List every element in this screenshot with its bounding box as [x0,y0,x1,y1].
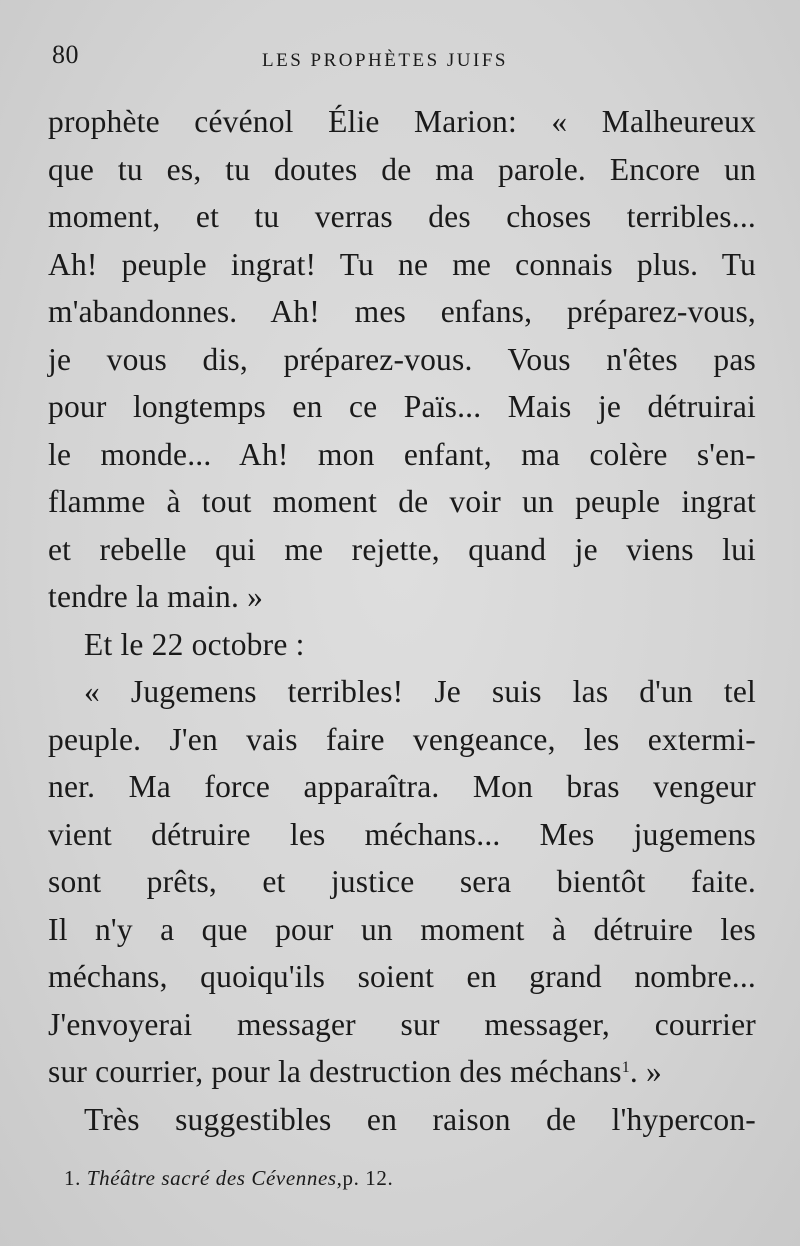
text-line: tendre la main. » [48,579,264,614]
text-line: « Jugemens terribles! Je suis las d'un tel [84,674,756,709]
text-line: le monde... Ah! mon enfant, ma colère s'en- [48,436,756,472]
page-number: 80 [52,40,79,69]
text-line: méchans, quoiqu'ils soient en grand nombre... [48,959,756,994]
text-line: ner. Ma force apparaîtra. Mon bras vengeur [48,769,756,804]
text-line: peuple. J'en vais faire vengeance, les extermi- [48,721,756,757]
footnote-page-ref: ,p. 12. [336,1166,394,1190]
text-line: J'envoyerai messager sur messager, courrier [48,1006,756,1042]
text-line: flamme à tout moment de voir un peuple ingrat [48,484,756,519]
text-line: Très suggestibles en raison de l'hypercon- [84,1101,756,1137]
footnote-reference[interactable]: 1 [621,1059,630,1076]
text-line: moment, et tu verras des choses terribles... [48,199,756,234]
text-line: Et le 22 octobre : [84,626,305,662]
text-line: vient détruire les méchans... Mes jugemens [48,816,756,852]
text-line: sont prêts, et justice sera bientôt faite. [48,864,756,899]
text-line: et rebelle qui me rejette, quand je viens lui [48,531,756,567]
text-line: prophète cévénol Élie Marion: « Malheureux [48,104,756,139]
page-header [52,40,752,80]
quote-close: . » [629,1054,662,1089]
footnote [64,1166,393,1191]
text-line-content: sur courrier, pour la destruction des méchans [48,1054,622,1089]
text-line: que tu es, tu doutes de ma parole. Encore un [48,151,756,187]
text-line: pour longtemps en ce Païs... Mais je détruirai [48,389,756,424]
footnote-number: 1. [64,1166,81,1190]
body-text [48,98,756,1143]
text-line: m'abandonnes. Ah! mes enfans, préparez-vous, [48,294,756,329]
running-title: LES PROPHÈTES JUIFS [262,50,508,71]
footnote-title: Théâtre sacré des Cévennes [86,1166,337,1190]
text-line-with-footnote [48,1048,756,1096]
text-line: je vous dis, préparez-vous. Vous n'êtes pas [48,341,756,377]
text-line: Ah! peuple ingrat! Tu ne me connais plus. Tu [48,246,756,282]
text-line: Il n'y a que pour un moment à détruire les [48,911,756,947]
